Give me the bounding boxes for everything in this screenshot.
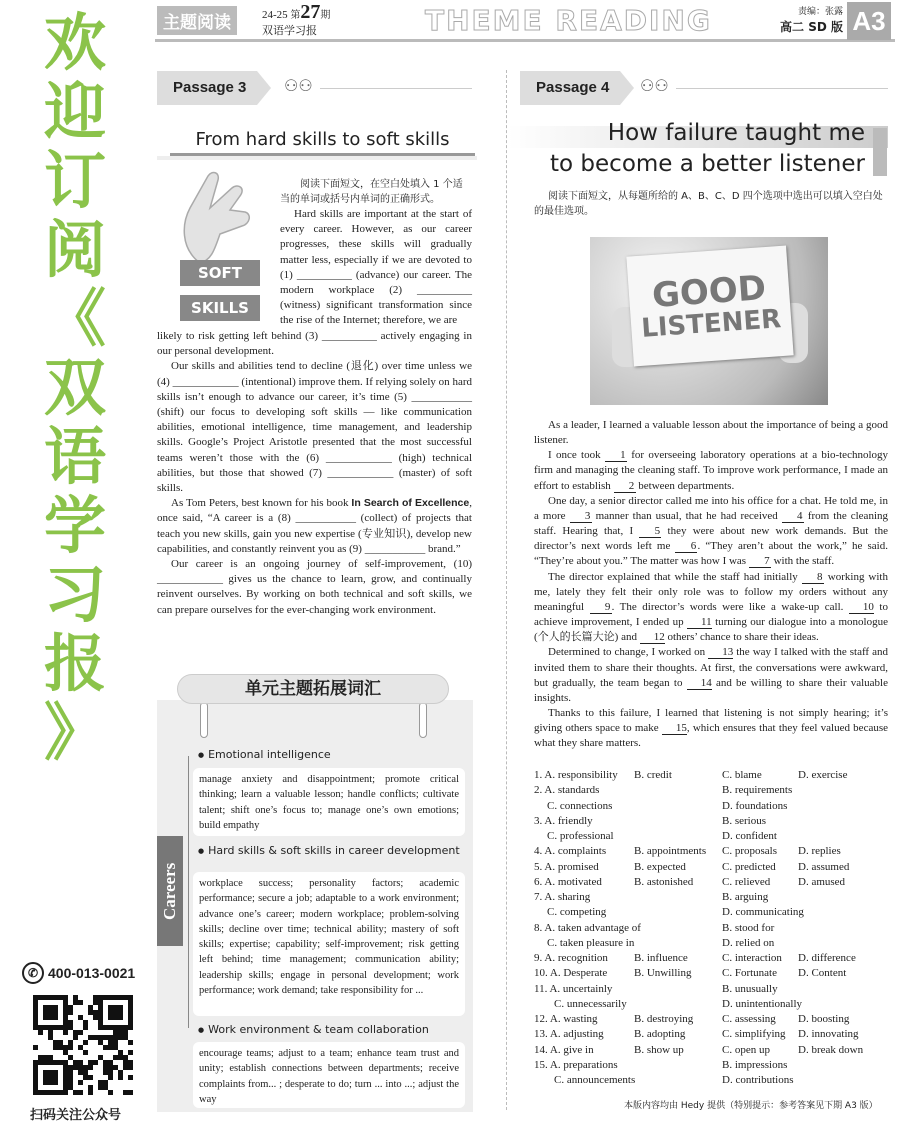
option-choice[interactable]: D. exercise	[798, 769, 848, 781]
option-choice[interactable]: D. break down	[798, 1043, 864, 1056]
answer-blank[interactable]: 6	[675, 540, 697, 553]
vocab-section-title: ● Work environment & team collaboration	[198, 1023, 429, 1036]
option-choice[interactable]: C. proposals	[722, 845, 777, 858]
soft-label: SOFT	[180, 260, 260, 286]
option-choice[interactable]: B. astonished	[634, 875, 694, 888]
option-choice[interactable]: B. adopting	[634, 1028, 686, 1041]
banner-char: 双	[43, 351, 106, 424]
paragraph: One day, a senior director called me into his office for a chat. He told me, in a more 3 manner than usual, that he had received 4 from the cleaning staff. Hearing that, I 5 they were about new work demands. But the director’s next words left me 6. “They aren’t about the work,” he said. “They’re about you.” The matter was how I was 7 with the staff.	[534, 494, 888, 568]
option-choice[interactable]: C. announcements	[554, 1074, 636, 1086]
column-divider	[506, 70, 507, 1110]
option-row	[534, 921, 894, 936]
option-choice[interactable]: B. influence	[634, 952, 688, 964]
vocab-section-text: encourage teams; adjust to a team; enhance team trust and unity; establish connections between departments; receive complaints from... ; desperate to do; turn ... into ...; adjust the way	[193, 1042, 465, 1108]
option-choice[interactable]: C. predicted	[722, 860, 776, 873]
option-choice[interactable]: D. replies	[798, 845, 841, 858]
option-row	[534, 936, 894, 951]
answer-blank[interactable]: 2	[614, 480, 636, 493]
pin-icon	[419, 702, 427, 738]
banner-char: 习	[43, 558, 106, 631]
option-row	[534, 875, 894, 890]
option-row	[534, 768, 894, 783]
option-choice[interactable]: 4. A. complaints	[534, 845, 607, 858]
option-row	[534, 982, 894, 997]
banner-char: 报	[43, 627, 106, 700]
option-choice[interactable]: D. amused	[798, 875, 846, 888]
option-row	[534, 1012, 894, 1027]
editor-credit: 责编：张露	[797, 7, 843, 17]
paragraph-text: , once said, “A career is a (8) ___________ (collect) of projects that teach you new skills, gain you new expertise (专业知识), develop new capabilities, and constantly reinvent you as (9) ___________ brand.”	[157, 497, 472, 555]
banner-char: 学	[43, 489, 106, 562]
option-choice[interactable]: 12. A. wasting	[534, 1013, 598, 1025]
page-footer: 本版内容均由 Hedy 提供（特别提示：参考答案见下期 A3 版）	[624, 1101, 878, 1111]
tree-line	[188, 756, 189, 1028]
option-row	[534, 1058, 894, 1073]
vocab-section-text: workplace success; personality factors; academic performance; secure a job; adaptable to a work environment; advance one’s career; modern workplace; problem-solving skills; decline over time; technical ability; mastery of soft skills; expertise; capability; self-improvement; risk getting left behind; time management; communication ability; leadership skills; engage in personal development; work performance; work demand; take responsibility for ...	[193, 872, 465, 1016]
option-row	[534, 1073, 894, 1088]
option-choice[interactable]: C. interaction	[722, 952, 782, 964]
glasses-icon: ⚇⚇	[284, 76, 313, 95]
banner-char: 语	[43, 420, 106, 493]
answer-blank[interactable]: 12	[640, 631, 665, 644]
passage3-text-body	[157, 329, 472, 618]
option-choice[interactable]: 3. A. friendly	[534, 814, 593, 827]
careers-tag: Careers	[157, 836, 183, 946]
passage3-text-top	[280, 207, 472, 329]
sign-text-good: GOOD	[650, 268, 768, 316]
option-row	[534, 966, 894, 981]
answer-blank[interactable]: 5	[639, 525, 661, 538]
option-choice[interactable]: 1. A. responsibility	[534, 769, 618, 781]
passage4-text	[534, 418, 888, 751]
option-choice[interactable]: D. unintentionally	[722, 997, 803, 1010]
issue-number	[262, 1, 331, 23]
option-choice[interactable]: 13. A. adjusting	[534, 1028, 604, 1041]
vocab-section-title: ● Emotional intelligence	[198, 748, 331, 761]
option-choice[interactable]: B. unusually	[722, 982, 778, 995]
answer-blank[interactable]: 1	[605, 449, 627, 462]
vocab-section-title: ● Hard skills & soft skills in career development	[198, 844, 460, 857]
phone-icon: ✆	[22, 962, 44, 984]
phone-contact	[22, 962, 135, 984]
banner-char: 》	[43, 696, 106, 769]
option-choice[interactable]: C. competing	[547, 906, 607, 919]
skills-label: SKILLS	[180, 295, 260, 321]
edition-label: 高二 SD 版	[780, 20, 843, 34]
banner-char: 订	[43, 144, 106, 217]
good-listener-photo	[590, 237, 828, 405]
passage4-title	[520, 118, 865, 180]
option-choice[interactable]: D. Content	[798, 967, 847, 980]
option-row	[534, 905, 894, 920]
answer-blank[interactable]: 4	[782, 510, 804, 523]
option-choice[interactable]: 10. A. Desperate	[534, 967, 608, 980]
qr-caption: 扫码关注公众号	[30, 1108, 122, 1123]
section-name-en: THEME READING	[425, 4, 712, 37]
hand-icon	[160, 168, 272, 268]
option-choice[interactable]: C. blame	[722, 769, 762, 781]
paragraph: I once took 1 for overseeing laboratory operations at a bio-technology firm and managing the cleaning staff. To improve work performance, I made an effort to establish 2 between departments.	[534, 449, 889, 492]
option-choice[interactable]: 6. A. motivated	[534, 875, 602, 888]
passage3-instruction: 阅读下面短文，在空白处填入 1 个适当的单词或括号内单词的正确形式。	[280, 179, 463, 205]
section-name: 主题阅读	[157, 6, 237, 35]
option-row	[534, 860, 894, 875]
option-choice[interactable]: B. arguing	[722, 891, 769, 903]
option-choice[interactable]: 14. A. give in	[534, 1043, 594, 1056]
option-choice[interactable]: C. simplifying	[722, 1028, 786, 1041]
option-row	[534, 1043, 894, 1058]
issue-suffix: 期	[320, 10, 331, 21]
option-choice[interactable]: B. Unwilling	[634, 967, 692, 980]
answer-blank[interactable]: 13	[708, 646, 733, 659]
page-number: A3	[847, 2, 891, 40]
option-choice[interactable]: B. impressions	[722, 1058, 788, 1071]
option-choice[interactable]: 15. A. preparations	[534, 1058, 618, 1071]
issue-number-value: 27	[300, 1, 321, 23]
issue-year: 24-25	[262, 9, 288, 21]
option-choice[interactable]: B. serious	[722, 814, 766, 827]
option-choice[interactable]: C. assessing	[722, 1013, 776, 1025]
option-choice[interactable]: C. relieved	[722, 875, 771, 888]
answer-blank[interactable]: 9	[590, 601, 612, 614]
option-row	[534, 890, 894, 905]
sign-card	[626, 246, 793, 367]
option-choice[interactable]: B. expected	[634, 860, 686, 873]
phone-number: 400-013-0021	[48, 965, 136, 981]
option-row	[534, 1027, 894, 1042]
paragraph: Our career is an ongoing journey of self-improvement, (10) ____________ gives us the chance to learn, grow, and continually reinvent ourselves. By working on both technical and soft skills, we can prepare ourselves for the ever-changing work environment.	[157, 558, 472, 616]
answer-blank[interactable]: 15	[662, 722, 687, 735]
option-choice[interactable]: C. taken pleasure in	[547, 936, 635, 949]
option-choice[interactable]: 5. A. promised	[534, 860, 599, 873]
paragraph: The director explained that while the staff had initially 8 working with me, lately they felt their only role was to follow my orders without any meaningful 9. The director’s words were like a wake-up call. 10 to achieve improvement, I ended up 11 turning our dialogue into a monologue (个人的长篇大论) and 12 others’ chance to share their ideas.	[534, 570, 888, 644]
tab-rule	[320, 88, 472, 89]
vocabulary-header: 单元主题拓展词汇	[177, 674, 449, 704]
option-choice[interactable]: C. Fortunate	[722, 967, 777, 980]
option-row	[534, 814, 894, 829]
pin-icon	[200, 702, 208, 738]
option-choice[interactable]: 8. A. taken advantage of	[534, 921, 641, 934]
qr-code[interactable]	[33, 995, 133, 1095]
book-title: In Search of Excellence	[351, 497, 470, 510]
option-row	[534, 829, 894, 844]
answer-blank[interactable]: 7	[749, 555, 771, 568]
option-choice[interactable]: C. open up	[722, 1043, 770, 1056]
glasses-icon: ⚇⚇	[640, 76, 669, 95]
paragraph: Determined to change, I worked on 13 the way I talked with the staff and invited them to share their thoughts. At first, the conversations were awkward, but gradually, the team began to 14 and be willing to share their valuable insights.	[534, 646, 888, 704]
sign-text-listener: LISTENER	[640, 304, 783, 344]
option-choice[interactable]: D. difference	[798, 952, 856, 964]
paragraph: As a leader, I learned a valuable lesson about the importance of being a good listener.	[534, 419, 888, 447]
option-row	[534, 844, 894, 859]
answer-options	[534, 768, 894, 1088]
page-header	[155, 0, 895, 42]
vocab-section-text: manage anxiety and disappointment; promote critical thinking; learn a valuable lesson; handle conflicts; cultivate talent; shift one’s focus to; manage one’s own emotions; build empathy	[193, 768, 465, 836]
paragraph	[157, 496, 472, 557]
answer-blank[interactable]: 14	[687, 677, 712, 690]
option-choice[interactable]: D. communicating	[722, 906, 804, 919]
option-choice[interactable]: C. unnecessarily	[554, 997, 627, 1010]
option-row	[534, 799, 894, 814]
title-line: to become a better listener	[550, 151, 865, 177]
option-choice[interactable]: B. show up	[634, 1043, 684, 1056]
title-underline	[157, 156, 477, 160]
banner-char: 欢	[43, 6, 106, 79]
option-choice[interactable]: B. destroying	[634, 1013, 694, 1025]
option-choice[interactable]: D. confident	[722, 830, 777, 842]
paragraph-text: As Tom Peters, best known for his book	[171, 497, 352, 510]
banner-char: 迎	[43, 75, 106, 148]
paper-name: 双语学习报	[262, 24, 317, 37]
option-choice[interactable]: 9. A. recognition	[534, 952, 608, 964]
option-choice[interactable]: D. contributions	[722, 1074, 794, 1086]
title-accent	[873, 128, 887, 176]
option-choice[interactable]: B. appointments	[634, 845, 707, 858]
passage3-title: From hard skills to soft skills	[170, 124, 475, 156]
option-choice[interactable]: B. credit	[634, 769, 672, 781]
banner-char: 《	[43, 282, 106, 355]
option-choice[interactable]: D. assumed	[798, 860, 850, 873]
option-choice[interactable]: D. foundations	[722, 799, 788, 812]
answer-blank[interactable]: 11	[687, 616, 712, 629]
option-row	[534, 951, 894, 966]
option-choice[interactable]: C. professional	[547, 830, 614, 842]
paragraph: Hard skills are important at the start of every career. However, as our career progresses, these skills will gradually matter less, especially if we are devoted to (1) __________ (advance) our career. The modern workplace (2) __________ (witness) significant transformation since the rise of the Internet; therefore, we are	[280, 208, 472, 327]
option-choice[interactable]: 7. A. sharing	[534, 891, 591, 903]
paragraph: Our skills and abilities tend to decline (退化) over time unless we (4) ____________ (intentional) improve them. If relying solely on hard skills isn’t enough to advance our career, it’s time (5) ___________ (shift) our focus to developing soft skills — like communication abilities, emotional intelligence, time management, and leadership skills. Google’s Project Aristotle presented that the most successful teams weren’t those with the (6) ____________ (high) technical abilities, but those that showed (7) ____________ (master) of soft skills.	[157, 360, 472, 495]
passage4-instruction: 阅读下面短文，从每题所给的 A、B、C、D 四个选项中选出可以填入空白处的最佳选项。	[534, 191, 883, 217]
option-row	[534, 783, 894, 798]
paragraph: Thanks to this failure, I learned that listening is not simply hearing; it’s giving others space to make 15, which ensures that they feel valued because what they share matters.	[534, 706, 888, 750]
answer-blank[interactable]: 8	[802, 571, 824, 584]
banner-slogan	[30, 8, 120, 767]
passage4-tab: Passage 4	[520, 71, 620, 105]
passage3-tab: Passage 3	[157, 71, 257, 105]
option-row	[534, 997, 894, 1012]
issue-prefix: 第	[290, 10, 301, 21]
soft-skills-illustration	[160, 168, 272, 328]
tab-rule	[676, 88, 888, 89]
option-choice[interactable]: B. stood for	[722, 921, 775, 934]
answer-blank[interactable]: 3	[570, 510, 592, 523]
option-choice[interactable]: D. boosting	[798, 1013, 850, 1025]
option-choice[interactable]: 2. A. standards	[534, 784, 600, 797]
option-choice[interactable]: 11. A. uncertainly	[534, 982, 613, 995]
subscription-banner	[0, 0, 150, 1128]
paragraph: likely to risk getting left behind (3) __________ actively engaging in our personal development.	[157, 330, 472, 358]
banner-char: 阅	[43, 213, 106, 286]
option-choice[interactable]: D. relied on	[722, 936, 775, 949]
answer-blank[interactable]: 10	[849, 601, 874, 614]
option-choice[interactable]: B. requirements	[722, 784, 793, 797]
title-line: How failure taught me	[607, 120, 865, 146]
option-choice[interactable]: C. connections	[547, 799, 613, 812]
option-choice[interactable]: D. innovating	[798, 1028, 859, 1041]
